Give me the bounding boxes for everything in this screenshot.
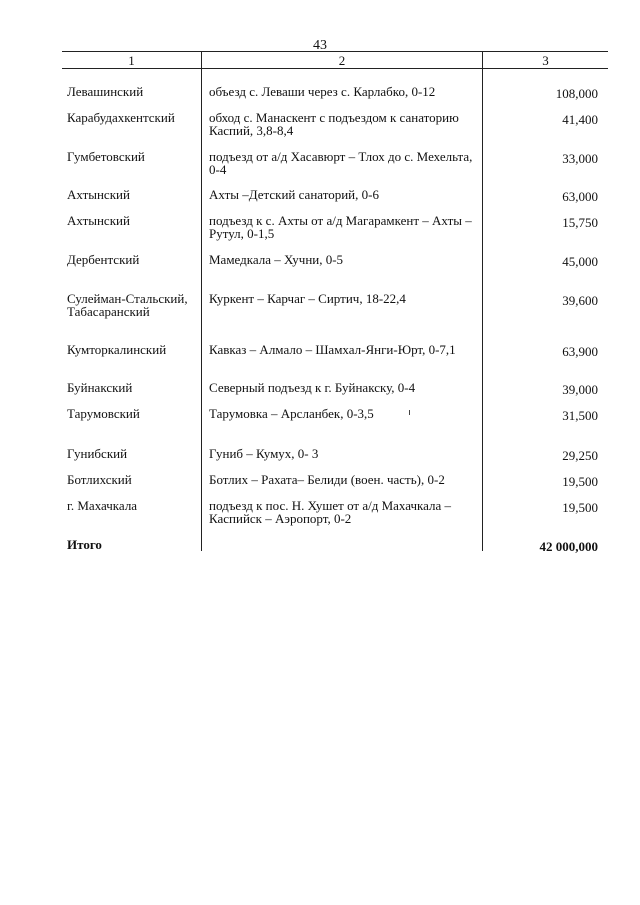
amount-cell: 31,500 bbox=[562, 408, 598, 423]
amount-cell: 33,000 bbox=[562, 151, 598, 166]
district-cell: Гумбетовский bbox=[67, 149, 145, 164]
district-cell: Карабудахкентский bbox=[67, 110, 175, 125]
district-cell: Кумторкалинский bbox=[67, 342, 167, 357]
header-col-2: 2 bbox=[338, 53, 346, 68]
amount-cell: 63,000 bbox=[562, 189, 598, 204]
district-cell: Ахтынский bbox=[67, 213, 130, 228]
amount-cell: 15,750 bbox=[562, 215, 598, 230]
road-cell: объезд с. Леваши через с. Карлабко, 0-12 bbox=[209, 84, 436, 99]
district-cell: г. Махачкала bbox=[67, 498, 138, 513]
header-col-3: 3 bbox=[542, 53, 549, 68]
road-cell: подъезд к пос. Н. Хушет от а/д Махачкала – Каспийск – Аэропорт, 0-2 bbox=[209, 498, 452, 526]
district-cell: Ахтынский bbox=[67, 187, 130, 202]
amount-cell: 41,400 bbox=[562, 112, 598, 127]
amount-cell: 39,000 bbox=[562, 382, 598, 397]
road-cell: Куркент – Карчаг – Сиртич, 18-22,4 bbox=[209, 291, 406, 306]
header-col-1: 1 bbox=[128, 53, 135, 68]
road-cell: Северный подъезд к г. Буйнакску, 0-4 bbox=[209, 380, 416, 395]
page-number: 43 bbox=[313, 38, 327, 53]
amount-cell: 108,000 bbox=[555, 86, 598, 101]
scan-speck bbox=[409, 410, 410, 415]
amount-cell: 39,600 bbox=[562, 293, 598, 308]
road-cell: обход с. Манаскент с подъездом к санаторию Каспий, 3,8-8,4 bbox=[209, 110, 459, 138]
amount-cell: 19,500 bbox=[562, 474, 598, 489]
column-divider-2 bbox=[482, 51, 483, 551]
road-funding-table bbox=[62, 51, 608, 554]
road-cell: подъезд к с. Ахты от а/д Магарамкент – Ахты – Рутул, 0-1,5 bbox=[209, 213, 472, 241]
road-cell: Мамедкала – Хучни, 0-5 bbox=[209, 252, 344, 267]
total-amount: 42 000,000 bbox=[539, 539, 598, 554]
district-cell: Тарумовский bbox=[67, 406, 140, 421]
district-cell: Сулейман-Стальский, Табасаранский bbox=[67, 291, 188, 319]
district-cell: Левашинский bbox=[67, 84, 144, 99]
road-cell: подъезд от а/д Хасавюрт – Тлох до с. Мехельта, 0-4 bbox=[209, 149, 473, 177]
amount-cell: 29,250 bbox=[562, 448, 598, 463]
amount-cell: 45,000 bbox=[562, 254, 598, 269]
district-cell: Гунибский bbox=[67, 446, 128, 461]
district-cell: Ботлихский bbox=[67, 472, 132, 487]
road-cell: Ахты –Детский санаторий, 0-6 bbox=[209, 187, 379, 202]
district-cell: Буйнакский bbox=[67, 380, 133, 395]
total-label: Итого bbox=[67, 537, 102, 552]
amount-cell: 63,900 bbox=[562, 344, 598, 359]
table-top-rule bbox=[62, 51, 608, 52]
column-divider-1 bbox=[201, 51, 202, 551]
road-cell: Тарумовка – Арсланбек, 0-3,5 bbox=[209, 406, 374, 421]
road-cell: Кавказ – Алмало – Шамхал-Янги-Юрт, 0-7,1 bbox=[209, 342, 456, 357]
amount-cell: 19,500 bbox=[562, 500, 598, 515]
road-cell: Ботлих – Рахата– Белиди (воен. часть), 0-2 bbox=[209, 472, 445, 487]
district-cell: Дербентский bbox=[67, 252, 140, 267]
road-cell: Гуниб – Кумух, 0- 3 bbox=[209, 446, 319, 461]
